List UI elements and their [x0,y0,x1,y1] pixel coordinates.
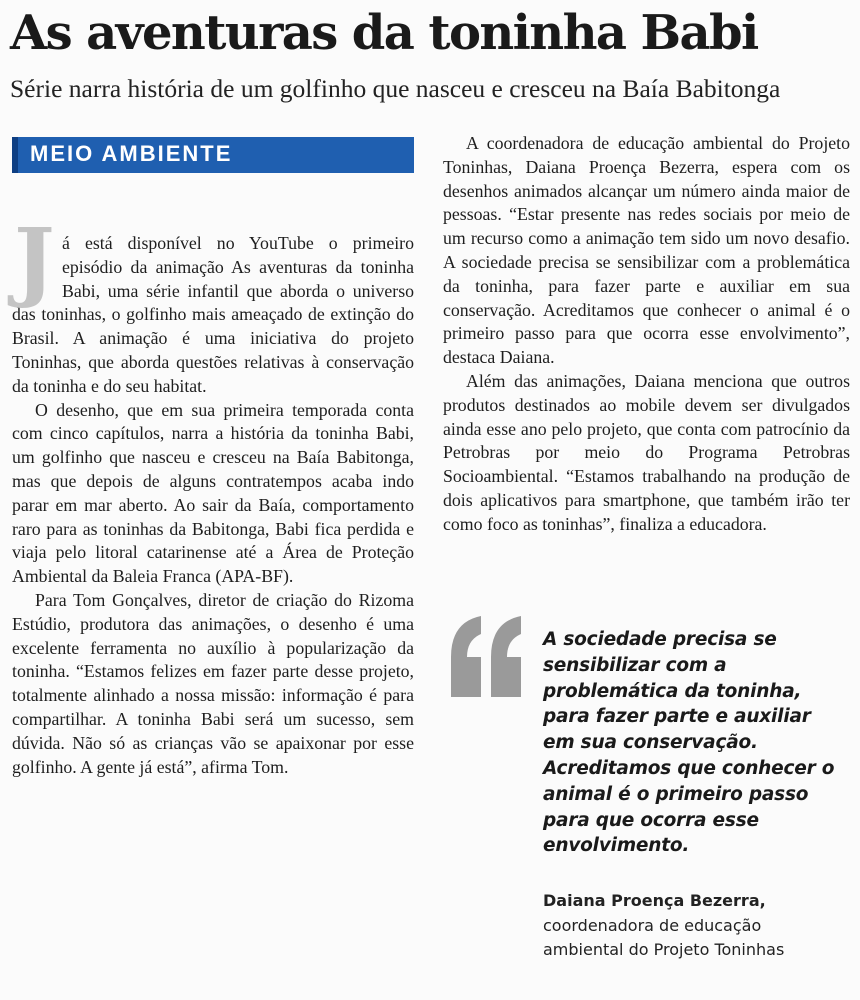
section-tag [12,137,414,173]
quote-attribution [543,889,843,963]
pull-quote: A sociedade precisa se sensibilizar com a problemática da toninha, para fazer parte e auxiliar em sua conservação. Acreditamos que conhecer o animal é o primeiro passo para que ocorra esse envolvimento. [543,629,835,857]
paragraph-4: A coordenadora de educação ambiental do Projeto Toninhas, Daiana Proença Bezerra, espera com os desenhos animados alcançar um número ainda maior de pessoas. “Estar presente nas redes sociais por meio de um recurso como a animação tem sido um novo desafio. A sociedade precisa se sensibilizar com a problemática da toninha, para fazer parte e auxiliar em sua conservação. Acreditamos que conhecer o animal é o primeiro passo para que ocorra esse envolvimento”, destaca Daiana. [443,133,850,368]
attribution-name: Daiana Proença Bezerra, [543,891,766,910]
headline: As aventuras da toninha Babi [10,5,758,61]
article-column-right [443,132,850,537]
paragraph-3: Para Tom Gonçalves, diretor de criação do Rizoma Estúdio, produtora das animações, o desenho é uma excelente ferramenta no auxílio à popularização da toninha. “Estamos felizes em fazer parte desse projeto, totalmente alinhado a nossa missão: informação é para compartilhar. A toninha Babi será um sucesso, sem dúvida. Não só as crianças vão se apaixonar por esse golfinho. A gente já está”, afirma Tom. [12,589,414,777]
subtitle: Série narra história de um golfinho que nasceu e cresceu na Baía Babitonga [10,74,781,103]
paragraph-2: O desenho, que em sua primeira temporada conta com cinco capítulos, narra a história da toninha Babi, um golfinho que nasceu e cresceu na Baía Babitonga, mas que depois de alguns contratempos acaba indo parar em mar aberto. Ao sair da Baía, comportamento raro para as toninhas da Babitonga, Babi fica perdida e viaja pelo litoral catarinense até a Área de Proteção Ambiental da Baleia Franca (APA-BF). [12,399,414,587]
paragraph-5: Além das animações, Daiana menciona que outros produtos destinados ao mobile devem ser divulgados ainda esse ano pelo projeto, que conta com patrocínio da Petrobras por meio do Programa Petrobras Socioambiental. “Estamos trabalhando na produção de dois aplicativos para smartphone, que também irão ter como foco as toninhas”, finaliza a educadora. [443,370,850,534]
section-label: MEIO AMBIENTE [30,141,233,166]
article-column-left [12,210,414,779]
drop-cap: J [14,210,55,311]
attribution-role: coordenadora de educação ambiental do Projeto Toninhas [543,915,785,959]
paragraph-1: J á está disponível no YouTube o primeiro episódio da animação As aventuras da toninha Babi, uma série infantil que aborda o universo das toninhas, o golfinho mais ameaçado de extinção do Brasil. A animação é uma iniciativa do projeto Toninhas, que aborda questões relativas à conservação da toninha e do seu habitat. [12,210,414,396]
double-quote-icon [447,612,527,702]
